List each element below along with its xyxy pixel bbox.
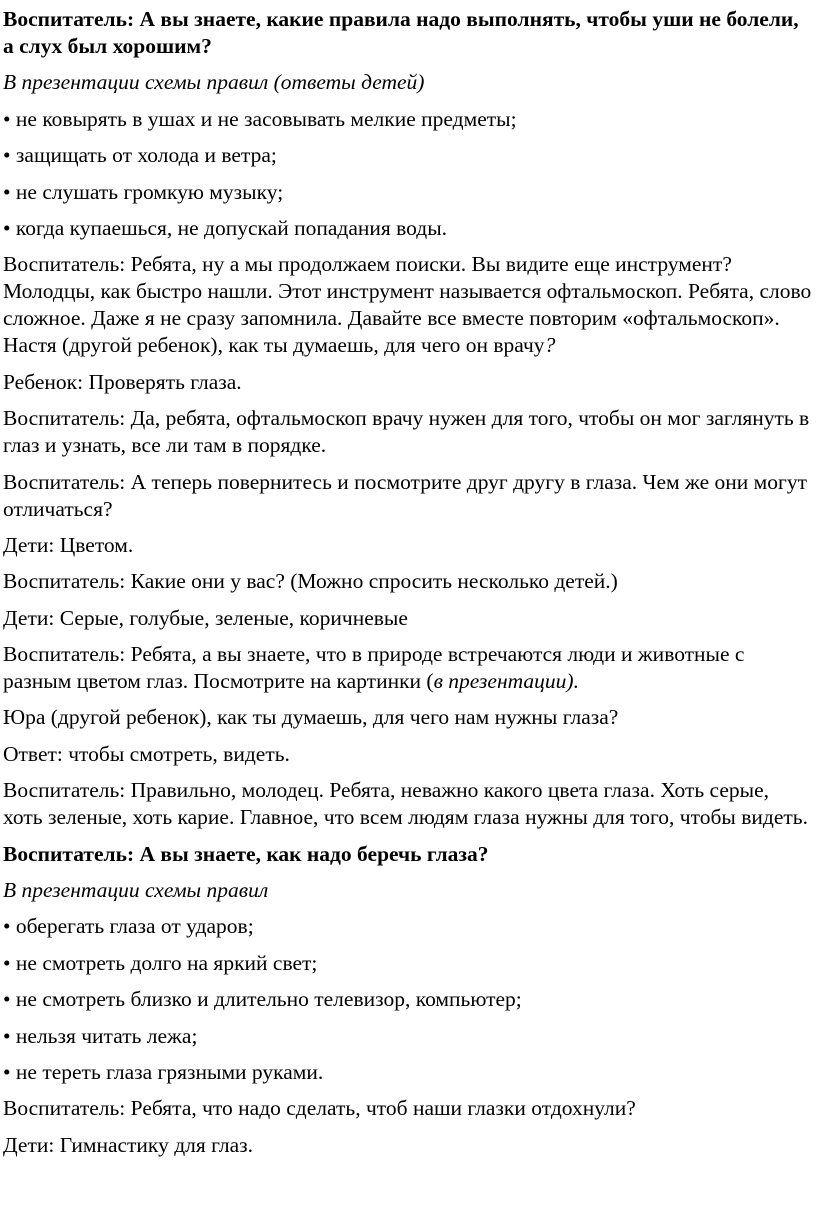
rule-list-item bbox=[3, 950, 812, 977]
presentation-note bbox=[3, 877, 812, 904]
paragraph-text: В презентации схемы правил bbox=[3, 878, 269, 903]
dialogue-paragraph bbox=[3, 741, 812, 768]
presentation-note bbox=[3, 69, 812, 96]
paragraph-italic-text: в презентации). bbox=[433, 669, 579, 694]
dialogue-paragraph bbox=[3, 1095, 812, 1122]
paragraph-text: Воспитатель: Правильно, молодец. Ребята, неважно какого цвета глаза. Хоть серые, хоть зеленые, хоть карие. Главное, что всем людям глаза нужны для того, чтобы видеть. bbox=[3, 778, 808, 830]
paragraph-text: Ответ: чтобы смотреть, видеть. bbox=[3, 741, 290, 766]
dialogue-paragraph bbox=[3, 532, 812, 559]
paragraph-text: Воспитатель: Да, ребята, офтальмоскоп врачу нужен для того, чтобы он мог заглянуть в глаз и узнать, все ли там в порядке. bbox=[3, 406, 810, 458]
paragraph-text: • оберегать глаза от ударов; bbox=[3, 914, 254, 939]
paragraph-text: • не слушать громкую музыку; bbox=[3, 179, 284, 204]
paragraph-text: Воспитатель: Ребята, ну а мы продолжаем поиски. Вы видите еще инструмент? Молодцы, как быстро нашли. Этот инструмент называется офтальмоскоп. Ребята, слово сложное. Даже я не сразу запомнила. Давайте все вместе повторим «офтальмоскоп». Настя (другой ребенок), как ты думаешь, для чего он врачу bbox=[3, 252, 812, 358]
paragraph-text: • не тереть глаза грязными руками. bbox=[3, 1059, 324, 1084]
dialogue-paragraph bbox=[3, 469, 812, 523]
paragraph-text: Воспитатель: Ребята, а вы знаете, что в природе встречаются люди и животные с разным цветом глаз. Посмотрите на картинки ( bbox=[3, 642, 745, 694]
paragraph-text: Воспитатель: А теперь повернитесь и посмотрите друг другу в глаза. Чем же они могут отличаться? bbox=[3, 469, 807, 521]
dialogue-paragraph bbox=[3, 605, 812, 632]
paragraph-text: • не смотреть близко и длительно телевизор, компьютер; bbox=[3, 987, 522, 1012]
dialogue-paragraph bbox=[3, 369, 812, 396]
rule-list-item bbox=[3, 986, 812, 1013]
paragraph-text: Ребенок: Проверять глаза. bbox=[3, 369, 242, 394]
paragraph-text: Дети: Серые, голубые, зеленые, коричневые bbox=[3, 605, 408, 630]
paragraph-text: Воспитатель: Ребята, что надо сделать, чтоб наши глазки отдохнули? bbox=[3, 1096, 636, 1121]
paragraph-text: Воспитатель: Какие они у вас? (Можно спросить несколько детей.) bbox=[3, 569, 618, 594]
dialogue-paragraph bbox=[3, 704, 812, 731]
dialogue-paragraph bbox=[3, 568, 812, 595]
paragraph-text: • защищать от холода и ветра; bbox=[3, 143, 277, 168]
paragraph-text: • нельзя читать лежа; bbox=[3, 1023, 198, 1048]
dialogue-paragraph bbox=[3, 251, 812, 359]
paragraph-text: Воспитатель: А вы знаете, какие правила надо выполнять, чтобы уши не болели, а слух был хорошим? bbox=[3, 7, 799, 58]
rule-list-item bbox=[3, 179, 812, 206]
rule-list-item bbox=[3, 1059, 812, 1086]
rule-list-item bbox=[3, 215, 812, 242]
dialogue-paragraph bbox=[3, 777, 812, 831]
dialogue-paragraph bbox=[3, 1132, 812, 1159]
paragraph-text: • не смотреть долго на яркий свет; bbox=[3, 950, 318, 975]
paragraph-text: Воспитатель: А вы знаете, как надо беречь глаза? bbox=[3, 841, 489, 866]
paragraph-text: Дети: Цветом. bbox=[3, 532, 134, 557]
rule-list-item bbox=[3, 1023, 812, 1050]
rule-list-item bbox=[3, 142, 812, 169]
paragraph-text: Дети: Гимнастику для глаз. bbox=[3, 1132, 254, 1157]
dialogue-paragraph bbox=[3, 405, 812, 459]
paragraph-text: В презентации схемы правил (ответы детей) bbox=[3, 70, 425, 95]
dialogue-paragraph bbox=[3, 641, 812, 695]
rule-list-item bbox=[3, 913, 812, 940]
question-eyes-heading bbox=[3, 841, 812, 868]
paragraph-text: • не ковырять в ушах и не засовывать мелкие предметы; bbox=[3, 106, 517, 131]
question-ears-heading bbox=[3, 6, 812, 60]
rule-list-item bbox=[3, 106, 812, 133]
paragraph-text: Юра (другой ребенок), как ты думаешь, для чего нам нужны глаза? bbox=[3, 705, 619, 730]
paragraph-italic-text: ? bbox=[544, 333, 556, 358]
paragraph-text: • когда купаешься, не допускай попадания воды. bbox=[3, 215, 448, 240]
